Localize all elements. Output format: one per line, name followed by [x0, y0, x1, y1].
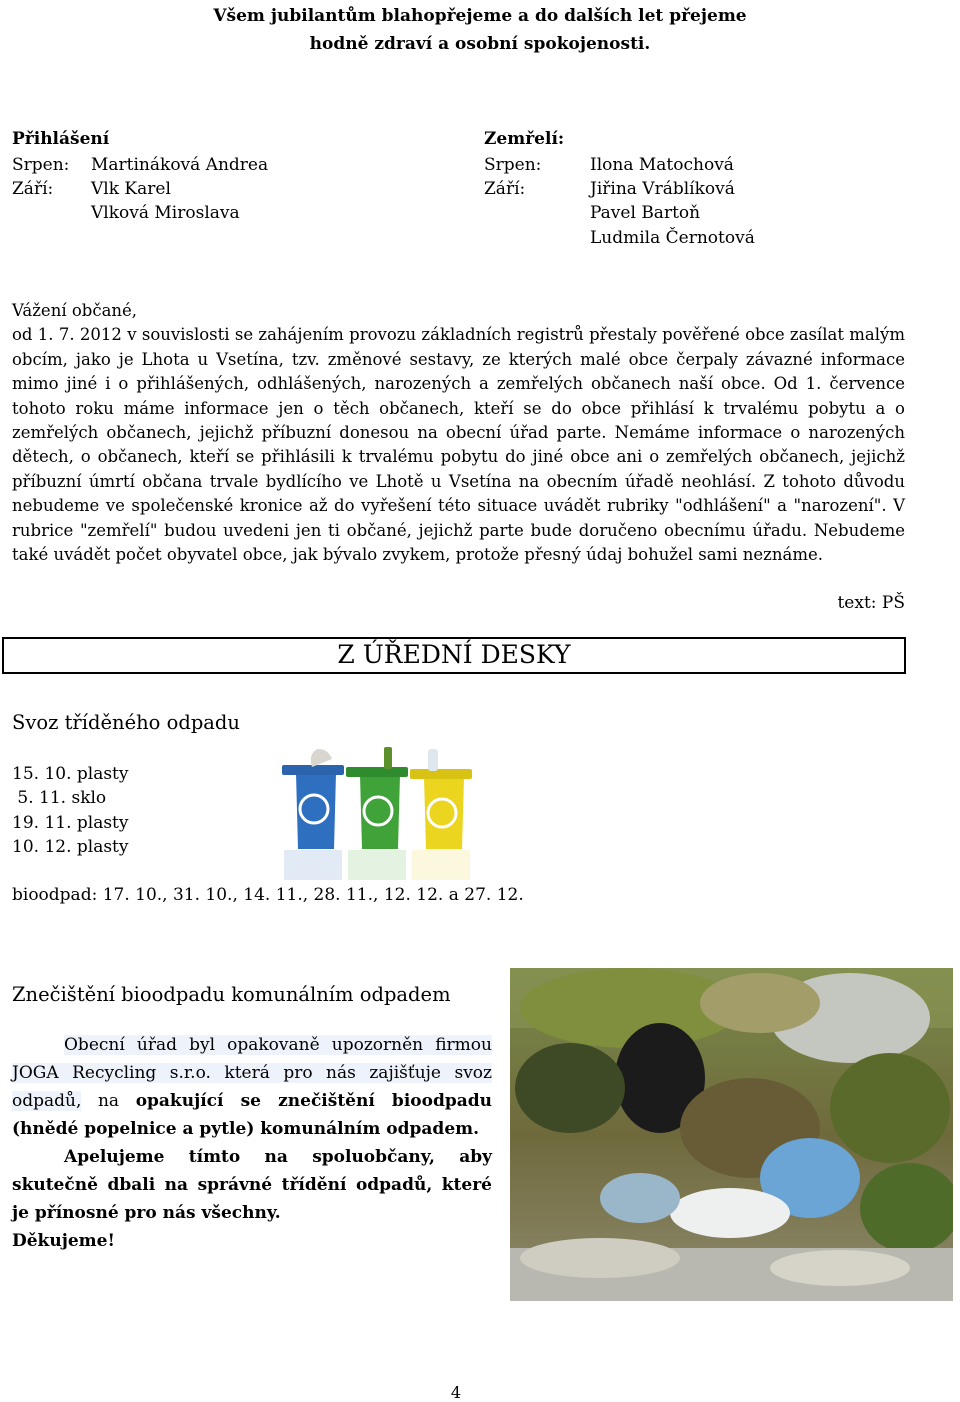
prihlaseni-name: Vlk Karel: [91, 179, 171, 199]
prihlaseni-name: Vlková Miroslava: [91, 203, 240, 223]
zneciste-heading: Znečištění bioodpadu komunálním odpadem: [12, 983, 451, 1006]
zemreli-name: Ilona Matochová: [590, 155, 734, 175]
zneciste-connector: na: [81, 1091, 136, 1111]
letter-body: od 1. 7. 2012 v souvislosti se zahájením provozu základních registrů přestaly pověřené obce zasílat malým obcím, jako je Lhota u Vsetína, tzv. změnové sestavy, ze kterých malé obce čerpaly závazné informace mimo jiné i o přihlášených, odhlášených, narozených a zemřelých občanech naší obce. Od 1. července tohoto roku máme informace jen o těch občanech, kteří se do obce přihlásí k trvalému pobytu a o zemřelých občanech, jejichž příbuzní donesou na obecní úřad parte. Nemáme informace o narozených dětech, o občanech, kteří se přihlásili k trvalému pobytu do jiné obce ani o zemřelých občanech, jejichž příbuzní úmrtí občana trvale bydlícího ve Lhotě u Vsetína na obecním úřadě neohlásí. Z tohoto důvodu nebudeme ve společenské kronice až do vyřešení této situace uvádět rubriky "odhlášení" a "narození". V rubrice "zemřelí" budou uvedeni jen ti občané, jejichž parte bude doručeno obecnímu úřadu. Nebudeme také uvádět počet obyvatel obce, jak bývalo zvykem, protože přesný údaj bohužel sami neznáme.: [12, 325, 905, 565]
zemreli-name: Ludmila Černotová: [590, 228, 755, 248]
zemreli-month: Srpen:: [484, 155, 542, 175]
biowaste-photo: [510, 968, 953, 1301]
svoz-item: 19. 11. plasty: [12, 812, 129, 833]
letter: [12, 299, 905, 567]
zemreli-month: Září:: [484, 179, 526, 199]
zneciste-paragraph-2: [12, 1143, 492, 1227]
zneciste-bold-text: opakující se znečištění bioodpadu (hnědé popelnice a pytle) komunálním odpadem.: [12, 1091, 492, 1139]
svoz-item: 10. 12. plasty: [12, 837, 129, 858]
recycling-bins-image: [278, 745, 478, 885]
prihlaseni-heading: Přihlášení: [12, 129, 110, 149]
svoz-schedule: [12, 762, 129, 860]
prihlaseni-name: Martináková Andrea: [91, 155, 269, 175]
signature: text: PŠ: [837, 593, 905, 613]
page-number: 4: [450, 1383, 462, 1402]
zneciste-paragraph-1: [12, 1031, 492, 1143]
zneciste-appeal: Apelujeme tímto na spoluobčany, aby skutečně dbali na správné třídění odpadů, které je přínosné pro nás všechny.: [12, 1147, 492, 1223]
zemreli-name: Jiřina Vráblíková: [590, 179, 735, 199]
svoz-item: 5. 11. sklo: [12, 788, 107, 809]
zneciste-thanks: Děkujeme!: [12, 1231, 115, 1251]
section-title: Z ÚŘEDNÍ DESKY: [337, 640, 571, 669]
zneciste-highlight: Obecní úřad byl opakovaně upozorněn firmou JOGA Recycling s.r.o. která pro nás zajišťuje svoz odpadů,: [12, 1035, 492, 1111]
svoz-heading: Svoz tříděného odpadu: [12, 711, 240, 734]
greeting-line-2: hodně zdraví a osobní spokojenosti.: [309, 34, 651, 54]
zemreli-heading: Zemřelí:: [484, 129, 565, 149]
greeting-line-1: Všem jubilantům blahopřejeme a do dalších let přejeme: [213, 6, 747, 26]
zemreli-name: Pavel Bartoň: [590, 203, 701, 223]
zneciste-body: [12, 1031, 492, 1255]
bioodpad-dates: bioodpad: 17. 10., 31. 10., 14. 11., 28. 11., 12. 12. a 27. 12.: [12, 885, 524, 905]
greeting: [0, 2, 960, 58]
prihlaseni-month: Září:: [12, 179, 54, 199]
svoz-item: 15. 10. plasty: [12, 764, 129, 784]
letter-salutation: Vážení občané,: [12, 301, 138, 320]
prihlaseni-month: Srpen:: [12, 155, 70, 175]
